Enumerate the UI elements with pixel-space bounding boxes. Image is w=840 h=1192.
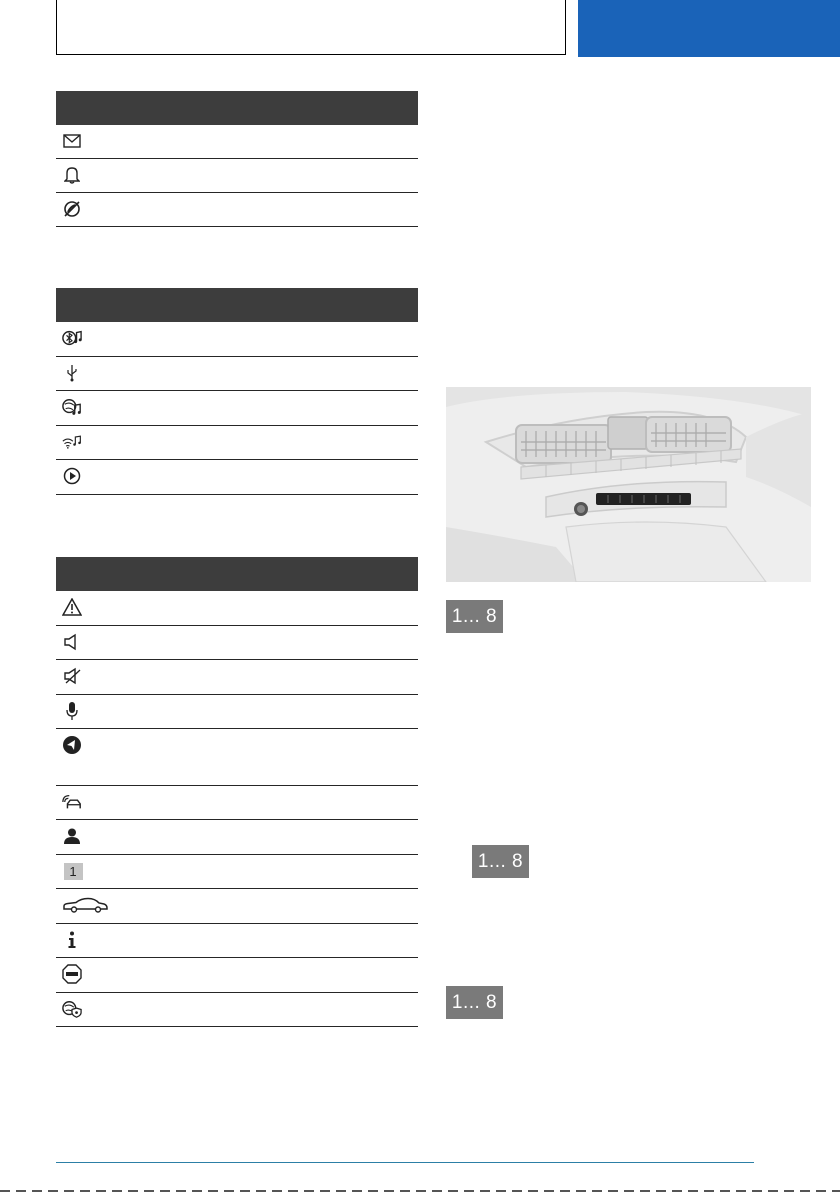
table-row: [56, 924, 418, 958]
table-row: [56, 125, 418, 159]
bluetooth-audio-icon: [62, 327, 82, 349]
table-header: [56, 91, 418, 125]
memory-slot-badge: [62, 860, 84, 882]
messages-table: [56, 91, 418, 227]
warning-triangle-icon: [62, 596, 82, 618]
play-circle-icon: [62, 465, 82, 487]
dashboard-favorite-buttons-photo: [446, 387, 811, 582]
stop-sign-icon: [62, 963, 82, 985]
table-row: [56, 322, 418, 357]
envelope-icon: [62, 130, 82, 152]
table-row: [56, 786, 418, 820]
online-music-icon: [62, 396, 82, 418]
usb-icon: [62, 362, 82, 384]
speaker-icon: [62, 631, 82, 653]
table-header: [56, 557, 418, 591]
table-row: [56, 391, 418, 426]
table-row: [56, 993, 418, 1027]
wifi-audio-icon: [62, 431, 82, 453]
info-icon: [62, 929, 82, 951]
table-row: [56, 695, 418, 729]
table-row: [56, 159, 418, 193]
microphone-icon: [62, 700, 82, 722]
table-header: [56, 288, 418, 322]
table-row: [56, 591, 418, 626]
online-privacy-icon: [62, 998, 82, 1020]
table-row: [56, 855, 418, 889]
header-chapter-tab: [578, 0, 840, 57]
misc-symbols-table: [56, 557, 418, 1027]
table-row: [56, 660, 418, 695]
header-title-box: [56, 0, 566, 55]
table-row: [56, 626, 418, 660]
table-row: [56, 193, 418, 227]
table-row: [56, 820, 418, 855]
person-icon: [62, 825, 82, 847]
bell-icon: [62, 164, 82, 186]
navigation-arrow-icon: [62, 734, 82, 756]
table-row: [56, 729, 418, 786]
car-icon: [62, 894, 108, 916]
speaker-muted-icon: [62, 665, 82, 687]
table-row: [56, 958, 418, 993]
footer-divider: [56, 1162, 754, 1163]
table-row: [56, 357, 418, 391]
table-row: [56, 889, 418, 924]
favorite-buttons-badge: 1... 8: [472, 845, 529, 878]
favorite-buttons-badge: 1... 8: [446, 986, 503, 1019]
table-row: [56, 460, 418, 495]
memory-slot-number: 1: [64, 863, 83, 880]
call-disabled-icon: [62, 198, 82, 220]
favorite-buttons-badge: 1... 8: [446, 600, 503, 633]
audio-sources-table: [56, 288, 418, 495]
car-connected-icon: [62, 791, 82, 813]
table-row: [56, 426, 418, 460]
